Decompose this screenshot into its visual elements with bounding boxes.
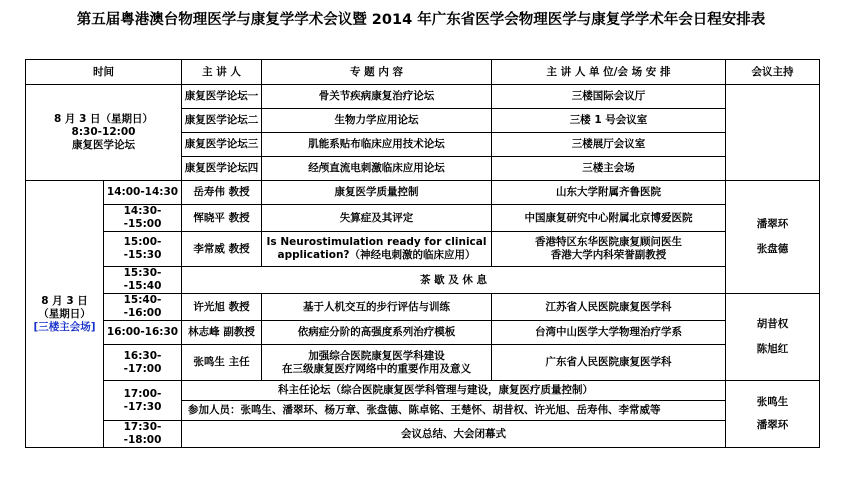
table-row — [26, 421, 820, 448]
time-cell: 15:40--16:00 — [104, 294, 182, 321]
venue-line: 香港特区东华医院康复顾问医生 — [535, 236, 682, 248]
venue-cell: 三楼主会场 — [492, 157, 726, 181]
host-name: 潘翠环 — [756, 218, 789, 230]
participants-cell: 参加人员：张鸣生、潘翠环、杨万章、张盘德、陈卓铭、王楚怀、胡昔权、许光旭、岳寿伟、李常威等 — [182, 401, 726, 421]
time-cell: 15:30--15:40 — [104, 267, 182, 294]
topic-cell: 基于人机交互的步行评估与训练 — [262, 294, 492, 321]
host-name: 张鸣生 — [756, 396, 789, 408]
host-cell-empty — [726, 85, 820, 181]
morning-date: 8 月 3 日（星期日） — [53, 113, 154, 125]
header-topic: 专 题 内 容 — [262, 60, 492, 85]
table-row — [26, 232, 820, 267]
speaker-cell: 恽晓平 教授 — [182, 205, 262, 232]
header-speaker: 主 讲 人 — [182, 60, 262, 85]
venue-line: 香港大学内科荣誉副教授 — [550, 249, 667, 261]
table-row — [26, 381, 820, 401]
venue-cell: 广东省人民医院康复医学科 — [492, 345, 726, 381]
time-cell: 16:00-16:30 — [104, 321, 182, 345]
speaker-cell: 岳寿伟 教授 — [182, 181, 262, 205]
break-cell: 茶 歇 及 休 息 — [182, 267, 726, 294]
table-row — [26, 85, 820, 109]
morning-name: 康复医学论坛 — [72, 139, 135, 151]
host-cell — [726, 294, 820, 381]
page-title: 第五届粤港澳台物理医学与康复学学术会议暨 2014 年广东省医学会物理医学与康复学学术年会日程安排表 — [76, 12, 766, 28]
time-cell: 14:00-14:30 — [104, 181, 182, 205]
topic-cell: 肌能系贴布临床应用技术论坛 — [262, 133, 492, 157]
venue-cell: 三楼展厅会议室 — [492, 133, 726, 157]
table-row — [26, 321, 820, 345]
header-venue: 主 讲 人 单 位/会 场 安 排 — [492, 60, 726, 85]
forum-text: 科主任论坛（综合医院康复医学科管理与建设，康复医疗质量控制） — [278, 384, 593, 396]
topic-cell: 骨关节疾病康复治疗论坛 — [262, 85, 492, 109]
table-row — [26, 205, 820, 232]
table-row — [26, 345, 820, 381]
topic-line: 加强综合医院康复医学科建设 — [308, 349, 445, 362]
topic-cell — [262, 232, 492, 267]
afternoon-session-cell — [26, 181, 104, 448]
time-cell: 14:30--15:00 — [104, 205, 182, 232]
topic-cell: 依病症分阶的高强度系列治疗模板 — [262, 321, 492, 345]
main-venue-link[interactable]: [三楼主会场] — [33, 320, 96, 333]
host-name: 潘翠环 — [756, 419, 789, 431]
speaker-cell: 林志峰 副教授 — [182, 321, 262, 345]
venue-cell — [492, 232, 726, 267]
venue-cell: 中国康复研究中心附属北京博爱医院 — [492, 205, 726, 232]
time-cell: 17:30--18:00 — [104, 421, 182, 448]
table-row — [26, 181, 820, 205]
venue-cell: 江苏省人民医院康复医学科 — [492, 294, 726, 321]
topic-cell: 生物力学应用论坛 — [262, 109, 492, 133]
topic-cell — [262, 345, 492, 381]
topic-cell: 失算症及其评定 — [262, 205, 492, 232]
afternoon-weekday: （星期日） — [38, 307, 91, 320]
host-name: 胡昔权 — [756, 318, 789, 330]
time-cell: 17:00--17:30 — [104, 381, 182, 421]
forum-name: 康复医学论坛二 — [182, 109, 262, 133]
morning-time: 8:30-12:00 — [71, 126, 136, 138]
speaker-cell: 李常威 教授 — [182, 232, 262, 267]
host-cell — [726, 381, 820, 448]
schedule-table — [25, 59, 820, 448]
topic-cell: 经颅直流电刺激临床应用论坛 — [262, 157, 492, 181]
table-row — [26, 267, 820, 294]
host-name: 陈旭红 — [756, 343, 789, 355]
header-row — [26, 60, 820, 85]
forum-name: 康复医学论坛四 — [182, 157, 262, 181]
time-cell: 16:30--17:00 — [104, 345, 182, 381]
topic-cell: 康复医学质量控制 — [262, 181, 492, 205]
venue-cell: 三楼 1 号会议室 — [492, 109, 726, 133]
venue-cell: 台湾中山医学大学物理治疗学系 — [492, 321, 726, 345]
venue-cell: 三楼国际会议厅 — [492, 85, 726, 109]
time-cell: 15:00--15:30 — [104, 232, 182, 267]
speaker-cell: 许光旭 教授 — [182, 294, 262, 321]
header-host: 会议主持 — [726, 60, 820, 85]
host-name: 张盘德 — [756, 243, 789, 255]
table-row — [26, 294, 820, 321]
closing-cell: 会议总结、大会闭幕式 — [182, 421, 726, 448]
afternoon-date: 8 月 3 日 — [41, 294, 88, 307]
speaker-cell: 张鸣生 主任 — [182, 345, 262, 381]
topic-line: Is Neurostimulation ready for clinical — [266, 236, 487, 248]
topic-line: application?（神经电刺激的临床应用） — [277, 249, 476, 261]
forum-cell — [182, 381, 726, 401]
forum-name: 康复医学论坛三 — [182, 133, 262, 157]
host-cell — [726, 181, 820, 294]
forum-name: 康复医学论坛一 — [182, 85, 262, 109]
topic-line: 在三级康复医疗网络中的重要作用及意义 — [282, 362, 471, 375]
morning-session-cell — [26, 85, 182, 181]
header-time: 时间 — [26, 60, 182, 85]
venue-cell: 山东大学附属齐鲁医院 — [492, 181, 726, 205]
